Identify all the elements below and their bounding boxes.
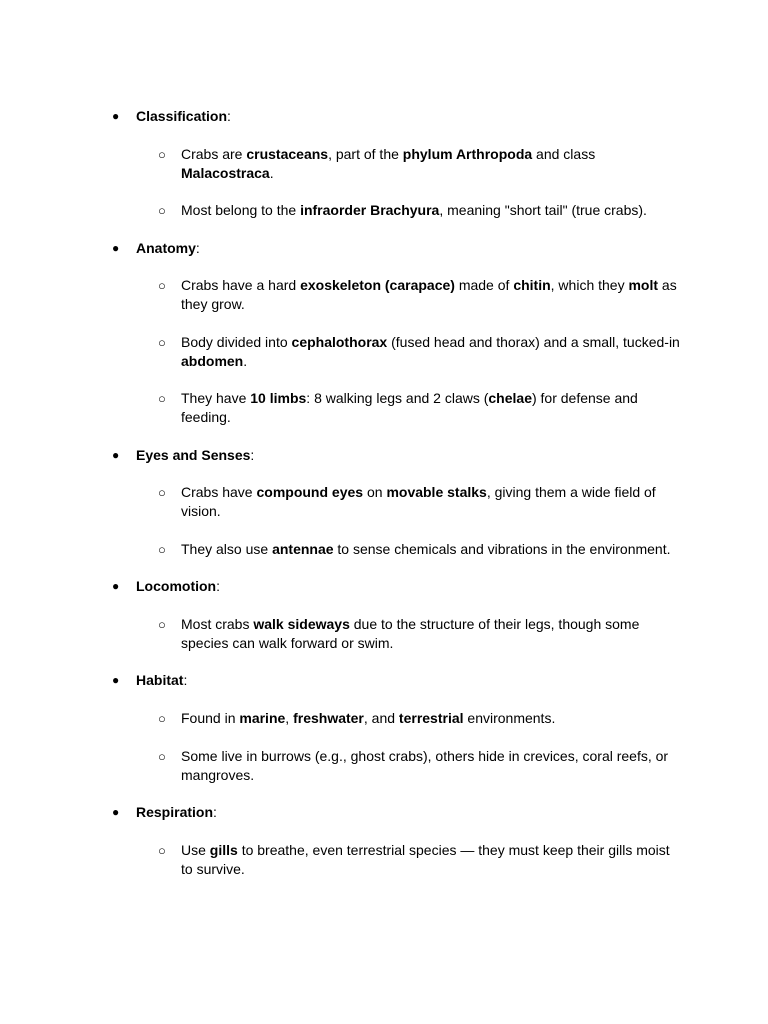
text-run: , xyxy=(285,710,294,726)
bold-term: abdomen xyxy=(181,353,244,369)
text-run: (fused head and thorax) and a small, tucked-in xyxy=(387,334,680,350)
sub-bullet-marker: ○ xyxy=(158,147,166,162)
bullet-marker: ● xyxy=(112,241,120,255)
text-run: Found in xyxy=(181,710,240,726)
sub-bullet-marker: ○ xyxy=(158,485,166,500)
bold-term: infraorder Brachyura xyxy=(300,202,440,218)
sub-bullet-marker: ○ xyxy=(158,203,166,218)
bullet-marker: ● xyxy=(112,109,120,123)
list-item xyxy=(181,540,681,559)
bold-term: walk sideways xyxy=(253,616,350,632)
bold-term: freshwater xyxy=(293,710,364,726)
heading-colon: : xyxy=(250,447,255,463)
sub-bullet-marker: ○ xyxy=(158,335,166,350)
bold-term: chelae xyxy=(488,390,532,406)
section-heading-text: Habitat xyxy=(136,672,184,688)
sub-bullet-marker: ○ xyxy=(158,749,166,764)
list-item xyxy=(181,145,681,183)
text-run: made of xyxy=(454,277,514,293)
text-run: Most belong to the xyxy=(181,202,301,218)
section-heading xyxy=(136,108,231,125)
text-run: due to the structure of their legs, though some species can walk forward or swim. xyxy=(181,616,640,651)
bold-term: Malacostraca xyxy=(181,165,270,181)
section-heading xyxy=(136,240,200,257)
bold-term: gills xyxy=(209,842,238,858)
section-heading xyxy=(136,578,220,595)
text-run: environments. xyxy=(463,710,556,726)
text-run: , giving them a wide field of vision. xyxy=(181,484,656,519)
text-run: . xyxy=(243,353,248,369)
text-run: They have xyxy=(181,390,251,406)
text-run: , which they xyxy=(550,277,629,293)
sub-bullet-marker: ○ xyxy=(158,617,166,632)
text-run: Crabs have a hard xyxy=(181,277,301,293)
heading-colon: : xyxy=(183,672,188,688)
section-heading xyxy=(136,804,217,821)
text-run: , part of the xyxy=(328,146,403,162)
text-run: , meaning "short tail" (true crabs). xyxy=(439,202,647,218)
section-heading xyxy=(136,447,254,464)
bold-term: compound eyes xyxy=(256,484,364,500)
sub-bullet-marker: ○ xyxy=(158,278,166,293)
bold-term: exoskeleton (carapace) xyxy=(300,277,455,293)
text-run: . xyxy=(269,165,274,181)
list-item xyxy=(181,201,681,220)
bold-term: phylum Arthropoda xyxy=(402,146,533,162)
section-heading-text: Anatomy xyxy=(136,240,196,256)
section-heading xyxy=(136,672,187,689)
bold-term: crustaceans xyxy=(246,146,329,162)
text-run: Body divided into xyxy=(181,334,292,350)
list-item xyxy=(181,483,681,521)
bullet-marker: ● xyxy=(112,579,120,593)
bold-term: 10 limbs xyxy=(250,390,307,406)
sub-bullet-marker: ○ xyxy=(158,542,166,557)
sub-bullet-marker: ○ xyxy=(158,391,166,406)
bold-term: cephalothorax xyxy=(291,334,388,350)
text-run: to breathe, even terrestrial species — they must keep their gills moist to survive. xyxy=(181,842,670,877)
section-heading-text: Respiration xyxy=(136,804,214,820)
heading-colon: : xyxy=(216,578,220,594)
list-item xyxy=(181,747,681,785)
text-run: : 8 walking legs and 2 claws ( xyxy=(306,390,489,406)
text-run: Use xyxy=(181,842,210,858)
bold-term: marine xyxy=(239,710,286,726)
text-run: and class xyxy=(532,146,596,162)
heading-colon: : xyxy=(213,804,217,820)
bold-term: chitin xyxy=(513,277,551,293)
section-heading-text: Eyes and Senses xyxy=(136,447,251,463)
bold-term: molt xyxy=(628,277,659,293)
list-item xyxy=(181,333,681,371)
list-item xyxy=(181,276,681,314)
section-heading-text: Locomotion xyxy=(136,578,217,594)
bold-term: terrestrial xyxy=(398,710,464,726)
section-heading-text: Classification xyxy=(136,108,228,124)
text-run: on xyxy=(363,484,387,500)
text-run: Crabs are xyxy=(181,146,247,162)
text-run: They also use xyxy=(181,541,273,557)
list-item xyxy=(181,389,681,427)
list-item xyxy=(181,615,681,653)
bullet-marker: ● xyxy=(112,448,120,462)
text-run: to sense chemicals and vibrations in the environment. xyxy=(333,541,671,557)
text-run: Crabs have xyxy=(181,484,257,500)
bold-term: antennae xyxy=(272,541,334,557)
heading-colon: : xyxy=(195,240,200,256)
heading-colon: : xyxy=(227,108,231,124)
bold-term: movable stalks xyxy=(386,484,487,500)
text-run: as they grow. xyxy=(181,277,677,312)
sub-bullet-marker: ○ xyxy=(158,843,166,858)
bullet-marker: ● xyxy=(112,805,120,819)
sub-bullet-marker: ○ xyxy=(158,711,166,726)
list-item xyxy=(181,709,681,728)
bullet-marker: ● xyxy=(112,673,120,687)
text-run: Some live in burrows (e.g., ghost crabs), others hide in crevices, coral reefs, or mangroves. xyxy=(181,748,669,783)
text-run: , and xyxy=(363,710,399,726)
text-run: Most crabs xyxy=(181,616,254,632)
text-run: ) for defense and feeding. xyxy=(181,390,638,425)
list-item xyxy=(181,841,681,879)
